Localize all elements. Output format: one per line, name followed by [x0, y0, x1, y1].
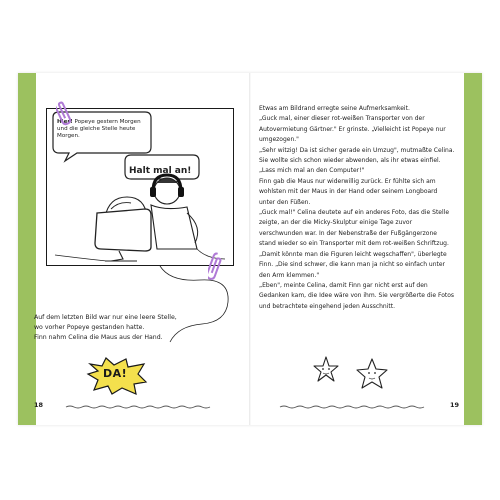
left-paragraph: Auf dem letzten Bild war nur eine leere Stelle, — [34, 314, 177, 321]
page-number-left: 18 — [34, 401, 44, 409]
page-number-right: 19 — [450, 401, 460, 409]
doodle-stars-icon — [312, 353, 392, 393]
left-page-edge — [18, 73, 36, 425]
right-paragraph: „Eben", meinte Celina, damit Finn gar nicht erst auf den Gedanken kam, die Idee wäre von ihm. Sie vergrößerte die Fotos und betrachtete eingehend jeden Ausschnitt. — [259, 281, 455, 310]
page-fold — [249, 73, 251, 425]
left-paragraph: Finn nahm Celina die Maus aus der Hand. — [34, 334, 163, 341]
right-paragraph: „Damit könnte man die Figuren leicht wegschaffen", überlegte Finn. „Die sind schwer, die kann man ja nicht so einfach unter den Arm klemmen." — [259, 250, 447, 279]
right-paragraph: „Sehr witzig! Da ist sicher gerade ein Umzug", mutmaßte Celina. Sie wollte sich schon wieder abwenden, als ihr etwas einfiel. „Lass mich mal an den Computer!" — [259, 146, 455, 175]
right-page-edge — [464, 73, 482, 425]
left-paragraph: wo vorher Popeye gestanden hatte. — [34, 324, 145, 331]
speech-bubble-hint: Hier! — [57, 119, 73, 125]
right-paragraph: „Guck mal!" Celina deutete auf ein anderes Foto, das die Stelle zeigte, an der die Micky-Skulptur einige Tage zuvor verschwunden war. In der Nebenstraße der Fußgängerzone stand wieder so ein Transporter mit dem rot-weißen Schriftzug. — [259, 209, 450, 248]
right-paragraph: Etwas am Bildrand erregte seine Aufmerksamkeit. — [259, 105, 410, 112]
right-paragraph: Finn gab die Maus nur widerwillig zurück. Er fühlte sich am wohlsten mit der Maus in der Hand oder seinem Longboard unter den Füßen. — [259, 177, 438, 206]
right-page-text — [259, 104, 455, 312]
comic-panel — [46, 108, 234, 266]
da-sticker-label: DA! — [103, 367, 128, 380]
speech-bubble-body: Popeye gestern Morgen und die gleiche Stelle heute Morgen. — [57, 119, 141, 139]
left-page-text — [34, 313, 224, 343]
decorative-border-right — [262, 405, 442, 409]
decorative-border-left — [48, 405, 228, 409]
speech-bubble-shout: Halt mal an! — [129, 166, 192, 176]
paperclip-top-icon — [56, 96, 72, 126]
right-paragraph: „Guck mal, einer dieser rot-weißen Transporter von der Autovermietung Gärtner." Er grinste. „Vielleicht ist Popeye nur umgezogen." — [259, 115, 446, 144]
